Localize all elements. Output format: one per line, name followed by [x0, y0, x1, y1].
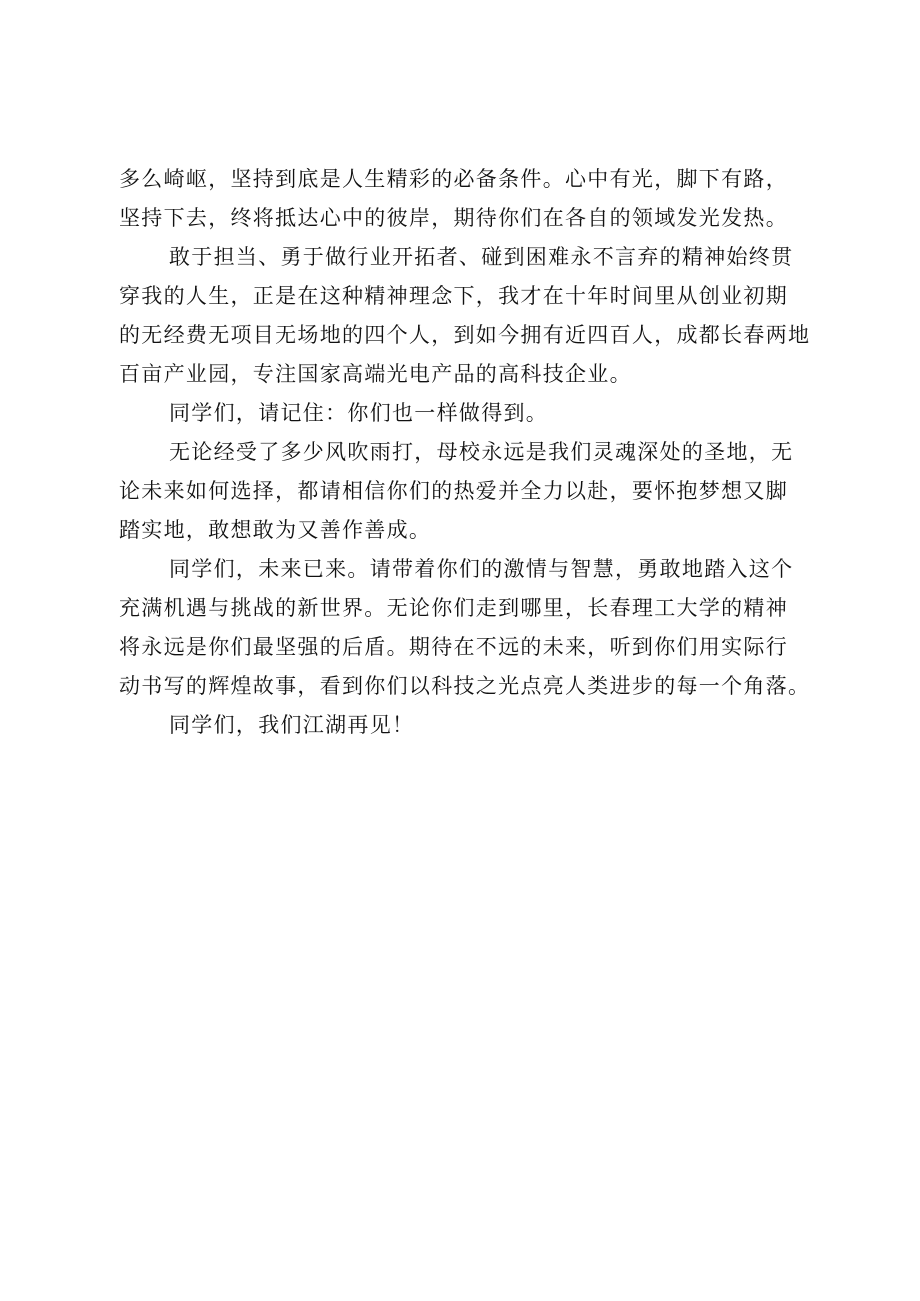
- paragraph-start-line: 无论经受了多少风吹雨打，母校永远是我们灵魂深处的圣地，无: [169, 440, 794, 464]
- text-line: 将永远是你们最坚强的后盾。期待在不远的未来，听到你们用实际行: [119, 635, 788, 659]
- text-line: 的无经费无项目无场地的四个人，到如今拥有近四百人，成都长春两地: [119, 323, 811, 347]
- speech-text: [119, 160, 839, 745]
- paragraph-start-line: 同学们，未来已来。请带着你们的激情与智慧，勇敢地踏入这个: [169, 557, 794, 581]
- paragraph-start-line: 敢于担当、勇于做行业开拓者、碰到困难永不言弃的精神始终贯: [169, 245, 794, 269]
- text-line: 穿我的人生，正是在这种精神理念下，我才在十年时间里从创业初期: [119, 284, 788, 308]
- text-line: 坚持下去，终将抵达心中的彼岸，期待你们在各自的领域发光发热。: [119, 206, 788, 230]
- text-line: 论未来如何选择，都请相信你们的热爱并全力以赴，要怀抱梦想又脚: [119, 479, 788, 503]
- text-line: 动书写的辉煌故事，看到你们以科技之光点亮人类进步的每一个角落。: [119, 674, 811, 698]
- paragraph-start-line: 同学们，请记住：你们也一样做得到。: [169, 401, 549, 425]
- text-line: 多么崎岖，坚持到底是人生精彩的必备条件。心中有光，脚下有路，: [119, 167, 788, 191]
- text-line: 踏实地，敢想敢为又善作善成。: [119, 518, 432, 542]
- text-line: 百亩产业园，专注国家高端光电产品的高科技企业。: [119, 362, 632, 386]
- text-line: 充满机遇与挑战的新世界。无论你们走到哪里，长春理工大学的精神: [119, 596, 788, 620]
- closing-line: 同学们，我们江湖再见！: [169, 713, 415, 737]
